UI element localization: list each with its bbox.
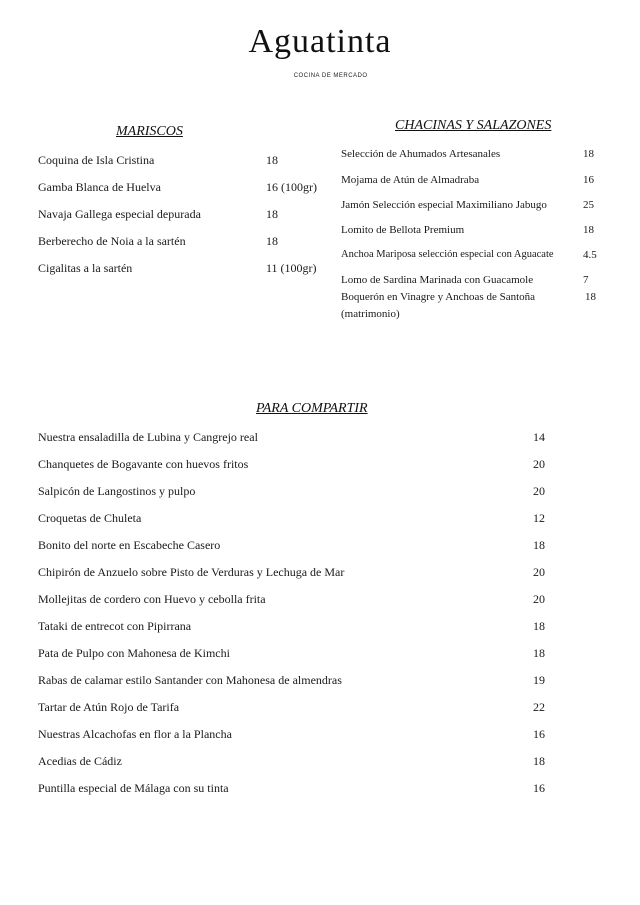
restaurant-logo [248,22,392,79]
section-title-compartir: PARA COMPARTIR [256,401,368,416]
chacinas-item-name: Jamón Selección especial Maximiliano Jabugo [341,199,547,211]
chacinas-item-price: 4.5 [583,249,597,261]
mariscos-item-name: Coquina de Isla Cristina [38,153,155,167]
chacinas-item-price: 18 [583,224,594,236]
chacinas-item-price: 25 [583,199,594,211]
logo-name: Aguatinta [248,23,392,60]
compartir-item-name: Mollejitas de cordero con Huevo y cebolla frita [38,592,266,606]
compartir-item-name: Chanquetes de Bogavante con huevos fritos [38,457,249,471]
mariscos-item-price: 11 (100gr) [266,261,317,275]
mariscos-item-name: Berberecho de Noia a la sartén [38,234,186,248]
logo-subtitle: COCINA DE MERCADO [293,73,368,79]
menu-header [0,22,640,79]
chacinas-item-name: Mojama de Atún de Almadraba [341,174,480,186]
mariscos-item-price: 18 [266,207,278,221]
chacinas-item-price: 18 [585,291,596,303]
section-title-mariscos: MARISCOS [116,124,183,139]
chacinas-item-name: Anchoa Mariposa selección especial con Aguacate [341,249,554,260]
compartir-item-price: 14 [533,430,545,444]
chacinas-item-name: Boquerón en Vinagre y Anchoas de Santoña [341,291,536,303]
chacinas-item-name: Lomo de Sardina Marinada con Guacamole [341,274,534,286]
mariscos-item-name: Navaja Gallega especial depurada [38,207,201,221]
compartir-item-name: Rabas de calamar estilo Santander con Mahonesa de almendras [38,673,342,687]
compartir-item-name: Tartar de Atún Rojo de Tarifa [38,700,180,714]
chacinas-item-price: 18 [583,148,594,160]
compartir-item-name: Nuestra ensaladilla de Lubina y Cangrejo real [38,430,258,444]
mariscos-item-name: Cigalitas a la sartén [38,261,133,275]
compartir-item-name: Croquetas de Chuleta [38,511,142,525]
compartir-item-price: 18 [533,538,545,552]
compartir-item-price: 20 [533,457,545,471]
compartir-item-price: 18 [533,754,545,768]
compartir-item-name: Tataki de entrecot con Pipirrana [38,619,192,633]
chacinas-item-price: 7 [583,274,589,286]
chacinas-item-name: Lomito de Bellota Premium [341,224,465,236]
compartir-item-price: 18 [533,646,545,660]
compartir-item-name: Bonito del norte en Escabeche Casero [38,538,221,552]
mariscos-item-price: 18 [266,153,278,167]
mariscos-item-name: Gamba Blanca de Huelva [38,180,161,194]
compartir-item-name: Nuestras Alcachofas en flor a la Plancha [38,727,232,741]
chacinas-item-price: 16 [583,174,594,186]
compartir-item-price: 18 [533,619,545,633]
section-title-chacinas: CHACINAS Y SALAZONES [395,118,552,133]
compartir-item-price: 19 [533,673,545,687]
compartir-item-price: 16 [533,781,545,795]
compartir-item-price: 22 [533,700,545,714]
chacinas-item-name: Selección de Ahumados Artesanales [341,148,501,160]
compartir-item-price: 20 [533,484,545,498]
compartir-item-name: Puntilla especial de Málaga con su tinta [38,781,229,795]
compartir-item-name: Acedias de Cádiz [38,754,122,768]
compartir-item-price: 12 [533,511,545,525]
mariscos-item-price: 16 (100gr) [266,180,317,194]
compartir-item-name: Pata de Pulpo con Mahonesa de Kimchi [38,646,230,660]
mariscos-item-price: 18 [266,234,278,248]
compartir-item-price: 20 [533,565,545,579]
compartir-item-name: Salpicón de Langostinos y pulpo [38,484,196,498]
compartir-item-name: Chipirón de Anzuelo sobre Pisto de Verduras y Lechuga de Mar [38,565,345,579]
compartir-item-price: 16 [533,727,545,741]
chacinas-item-name-continued: (matrimonio) [341,308,400,320]
compartir-item-price: 20 [533,592,545,606]
